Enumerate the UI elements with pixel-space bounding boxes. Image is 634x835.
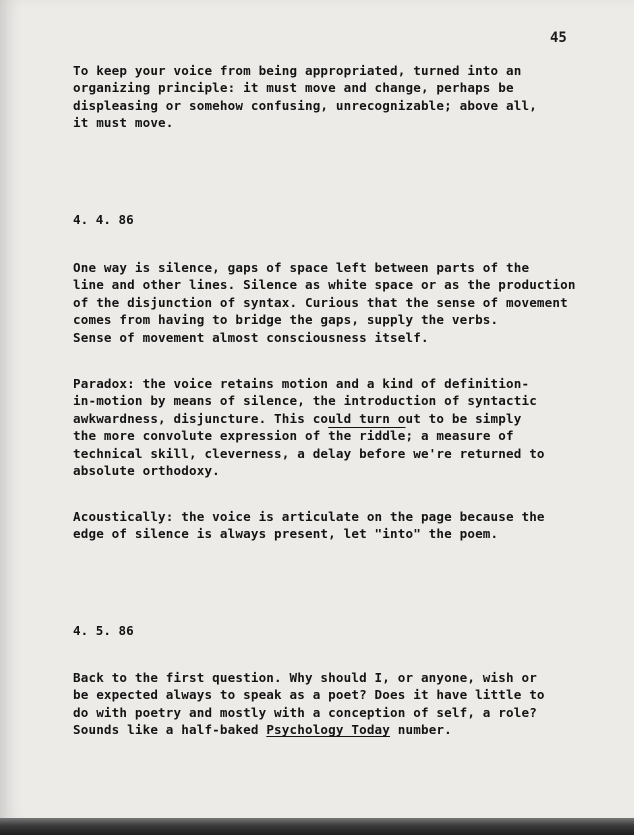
- paragraph-paradox: [73, 375, 613, 479]
- overlined-phrase: the riddle: [328, 428, 406, 444]
- paragraph-first-question: [73, 669, 613, 739]
- bleed-through-texture: [170, 40, 610, 660]
- text-line: technical skill, cleverness, a delay before we're returned to: [73, 445, 545, 461]
- scan-bottom-edge: [0, 818, 634, 835]
- text-line: Acoustically: the voice is articulate on the page because the: [73, 509, 545, 524]
- text-segment: the more convolute expression of: [73, 428, 329, 444]
- text-line: in-motion by means of silence, the introduction of syntactic: [73, 393, 537, 409]
- text-line: Sense of movement almost consciousness itself.: [73, 329, 429, 345]
- paragraph-silence: [73, 259, 613, 346]
- text-line: awkwardness, disjuncture. This could turn out to be simply: [73, 410, 522, 426]
- text-line: comes from having to bridge the gaps, supply the verbs.: [73, 312, 499, 328]
- text-line: organizing principle: it must move and change, perhaps be: [73, 80, 514, 96]
- text-line: displeasing or somehow confusing, unrecognizable; above all,: [73, 97, 537, 113]
- text-segment: Sounds like a half-baked: [73, 722, 267, 738]
- text-line: One way is silence, gaps of space left between parts of the: [73, 260, 530, 275]
- text-segment: number.: [390, 722, 452, 738]
- paragraph-acoustically: [73, 508, 613, 543]
- text-line: Back to the first question. Why should I, or anyone, wish or: [73, 670, 537, 685]
- text-line: be expected always to speak as a poet? Does it have little to: [73, 687, 545, 703]
- text-line: do with poetry and mostly with a conception of self, a role?: [73, 704, 537, 720]
- page-number: 45: [550, 30, 567, 46]
- text-line: line and other lines. Silence as white space or as the production: [73, 277, 576, 293]
- text-line: Paradox: the voice retains motion and a kind of definition-: [73, 376, 530, 391]
- magazine-title: Psychology Today: [266, 722, 391, 738]
- text-line: [73, 722, 452, 737]
- text-line: edge of silence is always present, let "into" the poem.: [73, 526, 499, 542]
- text-line: To keep your voice from being appropriated, turned into an: [73, 63, 522, 78]
- text-line: [73, 428, 514, 443]
- entry-date: 4. 5. 86: [73, 623, 134, 638]
- entry-date: 4. 4. 86: [73, 212, 134, 227]
- text-line: of the disjunction of syntax. Curious that the sense of movement: [73, 294, 568, 310]
- paragraph-voice-movement: [73, 62, 613, 132]
- text-segment: ; a measure of: [405, 428, 514, 444]
- text-line: absolute orthodoxy.: [73, 463, 220, 479]
- text-line: it must move.: [73, 115, 174, 131]
